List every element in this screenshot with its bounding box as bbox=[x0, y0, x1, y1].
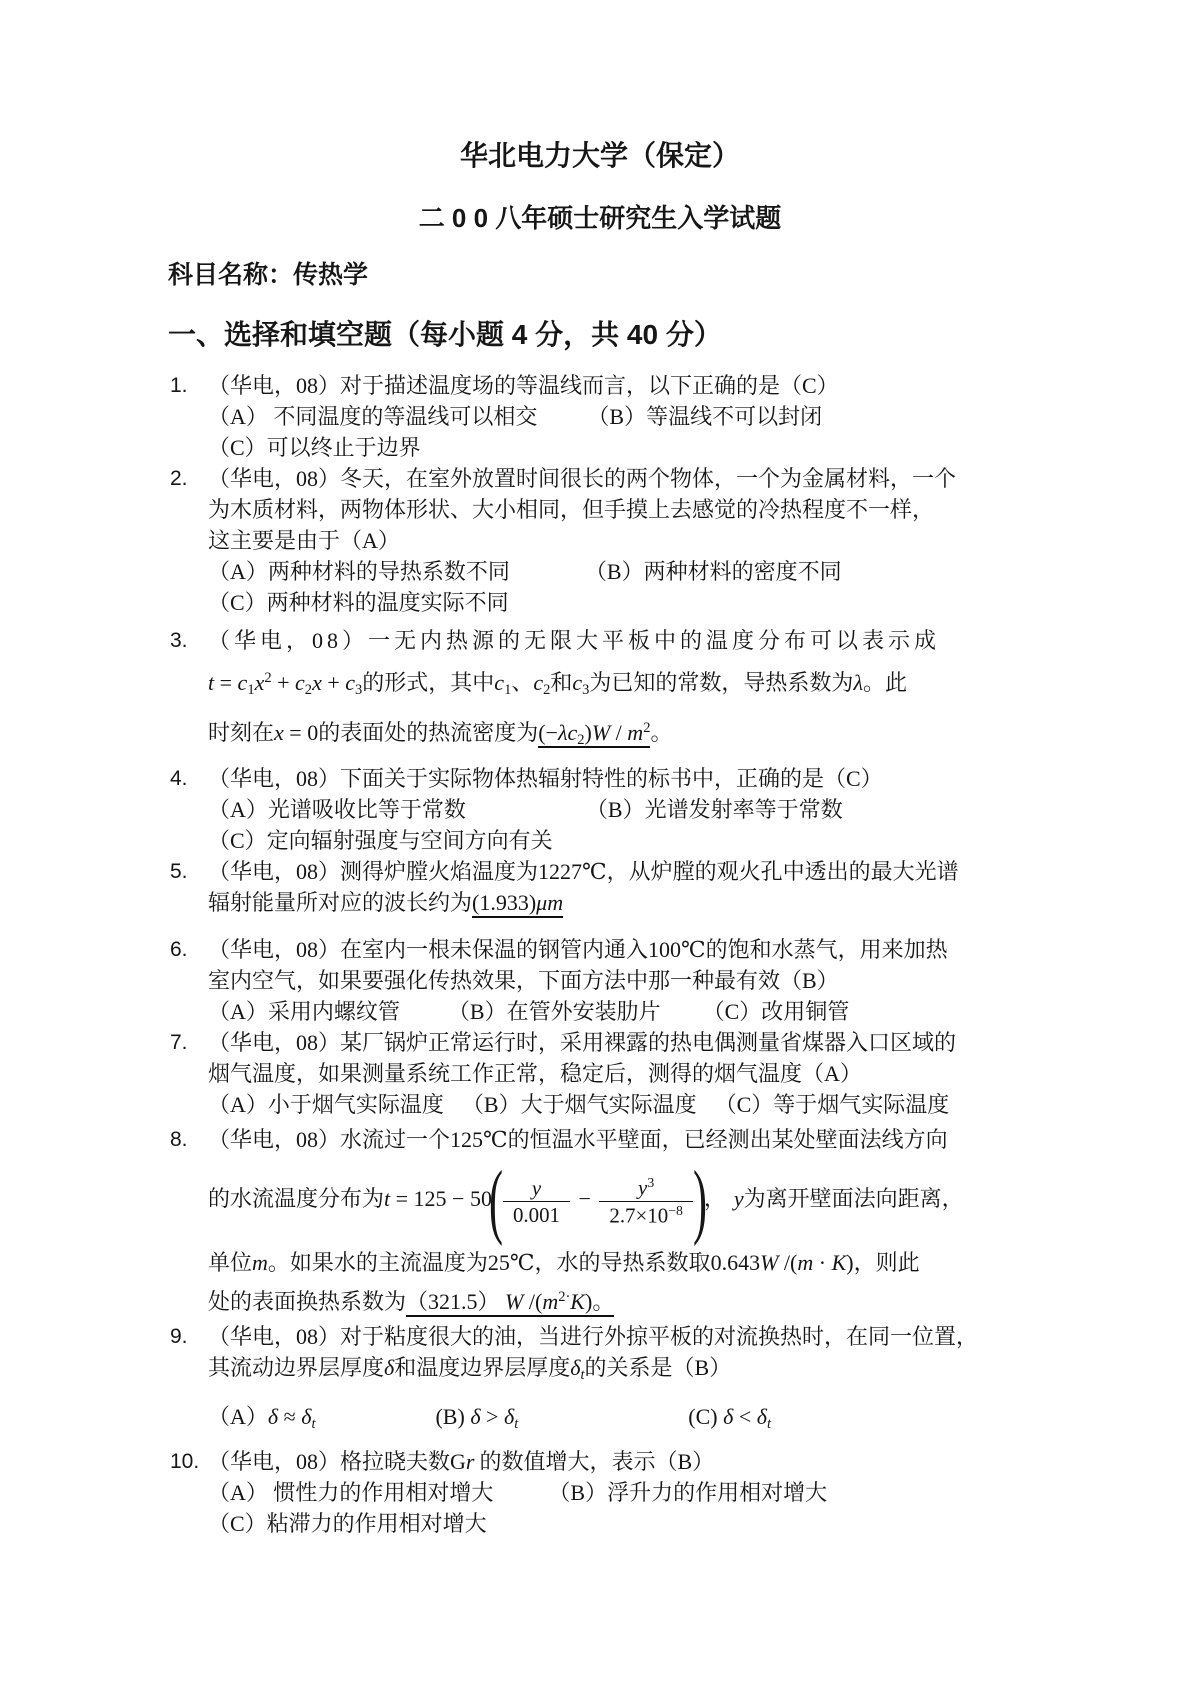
text-run: 的饱和水蒸气，用来加热 bbox=[705, 937, 948, 963]
question-body bbox=[208, 370, 1032, 463]
math-run: δ bbox=[301, 1404, 312, 1430]
text-run: 的关系是（B） bbox=[584, 1355, 732, 1381]
question-line bbox=[208, 794, 1032, 825]
text-run: （B）光谱发射率等于常数 bbox=[585, 797, 843, 823]
math-run: t bbox=[580, 1367, 585, 1384]
math-run: δ bbox=[470, 1404, 481, 1430]
math-run: = 0 bbox=[283, 720, 319, 746]
math-run: t bbox=[384, 1186, 391, 1212]
question-line bbox=[208, 1154, 1032, 1248]
text-run: ，则此 bbox=[853, 1250, 920, 1276]
math-run: y bbox=[638, 1175, 648, 1200]
math-run: 1 bbox=[504, 682, 512, 699]
math-run: x bbox=[274, 720, 284, 746]
math-run: (− bbox=[538, 720, 558, 746]
text-run: （C）定向辐射强度与空间方向有关 bbox=[208, 828, 553, 854]
spacer bbox=[661, 1018, 703, 1019]
text-run: 的表面处的热流密度为 bbox=[318, 720, 539, 746]
text-run: （321.5） bbox=[406, 1289, 506, 1315]
math-run: λ bbox=[853, 669, 863, 695]
text-run: (C) bbox=[688, 1404, 724, 1430]
question-line bbox=[208, 625, 1032, 656]
text-run: （C）两种材料的温度实际不同 bbox=[208, 590, 509, 615]
text-run: （华电，08）水流过一个 bbox=[208, 1127, 451, 1153]
question-line bbox=[208, 1247, 1032, 1278]
math-run: c bbox=[533, 669, 544, 695]
question-line bbox=[208, 713, 1032, 756]
math-run: 2 bbox=[543, 682, 551, 699]
text-run: （华电，08）对于描述温度场的等温线而言，以下正确的是（C） bbox=[208, 373, 839, 398]
text-run: ， bbox=[703, 1186, 726, 1212]
math-run: x bbox=[254, 669, 265, 695]
text-run: 为木质材料，两物体形状、大小相同，但手摸上去感觉的冷热程度不一样， bbox=[208, 497, 935, 522]
math-run: ≈ bbox=[278, 1404, 302, 1430]
math-run: 2 bbox=[304, 682, 313, 699]
text-run: （华电，08）对于粘度很大的油，当进行外掠平板的对流换热时，在同一位置， bbox=[208, 1324, 979, 1350]
question-number: 9. bbox=[170, 1325, 188, 1349]
text-run: 为已知的常数，导热系数为 bbox=[589, 669, 854, 695]
text-run: （C）改用铜管 bbox=[702, 999, 850, 1025]
spacer bbox=[444, 1111, 462, 1112]
question-line bbox=[208, 1446, 1032, 1477]
math-run: 2 bbox=[577, 732, 585, 749]
math-run: ) bbox=[584, 1289, 593, 1315]
question-line bbox=[208, 1352, 1032, 1391]
section-heading: 一、选择和填空题（每小题 4 分，共 40 分） bbox=[168, 319, 722, 350]
math-run: · bbox=[813, 1250, 832, 1276]
math-run: μm bbox=[536, 890, 564, 916]
math-run: m bbox=[627, 720, 644, 746]
text-run: (B) bbox=[435, 1404, 471, 1430]
math-run: 0.643 bbox=[710, 1250, 761, 1276]
math-run: 125℃ bbox=[450, 1127, 508, 1153]
text-run: （A） 不同温度的等温线可以相交 bbox=[208, 404, 538, 429]
question-line bbox=[208, 587, 1032, 618]
question bbox=[168, 1124, 1032, 1317]
text-run: （B）浮升力的作用相对增大 bbox=[548, 1480, 828, 1506]
math-run: 2 bbox=[643, 720, 651, 737]
math-run: 3 bbox=[647, 1174, 655, 1190]
question bbox=[168, 856, 1032, 918]
question-number: 3. bbox=[170, 629, 188, 652]
math-run: /( bbox=[523, 1289, 543, 1315]
math-run: λc bbox=[557, 720, 578, 746]
math-run: 25℃ bbox=[487, 1250, 535, 1276]
text-run: 为离开壁面法向距离， bbox=[743, 1186, 964, 1212]
text-run: （B）大于烟气实际温度 bbox=[461, 1092, 697, 1118]
question-line bbox=[208, 856, 1032, 887]
question-number: 7. bbox=[170, 1031, 188, 1055]
math-run: 1 bbox=[247, 682, 255, 699]
question-line bbox=[208, 1089, 1032, 1120]
question bbox=[168, 1446, 1032, 1539]
text-run: 处的表面换热系数为 bbox=[208, 1289, 407, 1315]
text-run: 。 bbox=[650, 720, 673, 746]
question-line bbox=[208, 1058, 1032, 1089]
question-line bbox=[208, 1477, 1032, 1508]
question bbox=[168, 934, 1032, 1027]
math-run: /( bbox=[778, 1250, 798, 1276]
university-title: 华北电力大学（保定） bbox=[459, 140, 740, 171]
math-run: m bbox=[797, 1250, 814, 1276]
question-line bbox=[208, 370, 1032, 401]
question-body bbox=[208, 1027, 1032, 1120]
text-run: 的形式，其中 bbox=[362, 669, 495, 695]
question-line bbox=[208, 494, 1032, 525]
math-run: t bbox=[311, 1416, 316, 1433]
math-run: c bbox=[572, 669, 583, 695]
question bbox=[168, 1321, 1032, 1440]
math-run: c bbox=[237, 669, 248, 695]
text-run: 其流动边界层厚度 bbox=[208, 1355, 385, 1381]
math-run: > bbox=[480, 1404, 504, 1430]
math-run: t bbox=[208, 669, 215, 695]
text-run: 。此 bbox=[862, 669, 907, 695]
fraction bbox=[599, 1175, 692, 1227]
text-run: 和温度边界层厚度 bbox=[394, 1355, 571, 1381]
question bbox=[168, 763, 1032, 856]
math-run: δ bbox=[503, 1404, 515, 1430]
text-run: （C）等于烟气实际温度 bbox=[714, 1092, 950, 1118]
text-run: （华电，08）某厂锅炉正常运行时，采用裸露的热电偶测量省煤器入口区域的 bbox=[208, 1030, 957, 1056]
text-run: （华电，08）在室内一根未保温的钢管内通入 bbox=[208, 937, 649, 963]
text-run: （C）可以终止于边界 bbox=[208, 435, 421, 460]
math-run: m bbox=[252, 1250, 268, 1276]
question-number: 4. bbox=[170, 767, 188, 791]
text-run: 。 bbox=[592, 1289, 615, 1315]
math-run: c bbox=[295, 669, 305, 695]
text-run: （A）小于烟气实际温度 bbox=[208, 1092, 444, 1118]
spacer bbox=[400, 1018, 448, 1019]
text-run: 的数值增大，表示（B） bbox=[479, 1449, 715, 1475]
question-body bbox=[208, 625, 1032, 756]
math-run: − bbox=[572, 1186, 597, 1212]
spacer bbox=[697, 1111, 715, 1112]
question bbox=[168, 625, 1032, 756]
text-run: （A）两种材料的导热系数不同 bbox=[208, 559, 510, 584]
math-run: 2 bbox=[264, 670, 272, 686]
text-run: 单位 bbox=[208, 1250, 253, 1276]
math-run: δ bbox=[723, 1404, 734, 1430]
question-line bbox=[208, 556, 1032, 587]
math-run: y bbox=[733, 1186, 744, 1212]
text-run: （华电，08）一无内热源的无限大平板中的温度分布可以表示成 bbox=[208, 628, 941, 653]
text-run: （A） 惯性力的作用相对增大 bbox=[208, 1480, 494, 1506]
math-run: x bbox=[312, 669, 322, 695]
math-run: (1.933) bbox=[472, 890, 537, 916]
text-run: 这主要是由于（A） bbox=[208, 528, 400, 553]
math-run: / bbox=[610, 720, 628, 746]
question-body bbox=[208, 1124, 1032, 1317]
question-number: 1. bbox=[170, 374, 188, 397]
math-run: W bbox=[760, 1250, 779, 1276]
question-number: 2. bbox=[170, 467, 188, 490]
math-run: G bbox=[450, 1449, 466, 1475]
text-run: （B）等温线不可以封闭 bbox=[587, 404, 823, 429]
text-run: （A）采用内螺纹管 bbox=[208, 999, 400, 1025]
math-run: ) bbox=[846, 1250, 854, 1276]
question-line bbox=[208, 996, 1032, 1027]
math-run: 3 bbox=[582, 682, 590, 699]
question-line bbox=[208, 965, 1032, 996]
question-line bbox=[208, 934, 1032, 965]
question-list bbox=[168, 370, 1032, 1539]
math-run: δ bbox=[267, 1404, 279, 1430]
text-run: （华电，08）下面关于实际物体热辐射特性的标书中，正确的是（C） bbox=[208, 766, 883, 792]
text-run: （华电，08）格拉晓夫数 bbox=[208, 1449, 451, 1475]
math-run: K bbox=[831, 1250, 847, 1276]
question-line bbox=[208, 432, 1032, 463]
text-run: 室内空气，如果要强化传热效果，下面方法中那一种最有效（B） bbox=[208, 968, 839, 994]
math-run: 2· bbox=[558, 1289, 571, 1306]
answer-underline bbox=[538, 720, 650, 748]
math-run: K bbox=[570, 1289, 585, 1315]
question bbox=[168, 463, 1032, 618]
math-run: W bbox=[591, 720, 611, 746]
text-run: ，从炉膛的观火孔中透出的最大光谱 bbox=[606, 859, 959, 885]
math-run: t bbox=[766, 1416, 772, 1433]
question-number: 10. bbox=[170, 1450, 200, 1474]
text-run: （华电，08）测得炉膛火焰温度为 bbox=[208, 859, 539, 885]
math-run: y bbox=[531, 1175, 542, 1200]
question-line bbox=[208, 1027, 1032, 1058]
math-run: δ bbox=[756, 1404, 767, 1430]
question-body bbox=[208, 934, 1032, 1027]
spacer bbox=[315, 1423, 435, 1424]
math-run: = bbox=[214, 669, 238, 695]
question-line bbox=[208, 1508, 1032, 1539]
math-run: < bbox=[733, 1404, 757, 1430]
math-run: W bbox=[505, 1289, 524, 1315]
question-body bbox=[208, 463, 1032, 618]
text-run: 、 bbox=[511, 669, 534, 695]
text-run: 和 bbox=[550, 669, 573, 695]
text-run: （C）粘滞力的作用相对增大 bbox=[208, 1511, 487, 1537]
question-line bbox=[208, 1401, 1032, 1440]
exam-title: 二 0 0 八年硕士研究生入学试题 bbox=[418, 203, 782, 233]
math-run: 2.7×10 bbox=[609, 1203, 669, 1228]
question-number: 6. bbox=[170, 938, 188, 962]
spacer bbox=[518, 1423, 688, 1424]
text-run: 的恒温水平壁面，已经测出某处壁面法线方向 bbox=[507, 1127, 948, 1153]
question-line bbox=[208, 1124, 1032, 1155]
question-line bbox=[208, 1282, 1032, 1317]
text-run: 。如果水的主流温度为 bbox=[267, 1250, 488, 1276]
math-run: + bbox=[321, 669, 346, 695]
math-run: −8 bbox=[668, 1202, 683, 1218]
text-run: （B）在管外安装肋片 bbox=[447, 999, 661, 1025]
question-line bbox=[208, 463, 1032, 494]
math-run: 1227℃ bbox=[538, 859, 607, 885]
question-number: 8. bbox=[170, 1128, 188, 1152]
question bbox=[168, 370, 1032, 463]
math-run: ) bbox=[584, 720, 592, 746]
big-paren: ) bbox=[692, 1154, 707, 1248]
text-run: （A） bbox=[208, 1404, 268, 1430]
math-run: δ bbox=[384, 1355, 395, 1381]
question-line bbox=[208, 763, 1032, 794]
question-line bbox=[208, 525, 1032, 556]
text-run: 辐射能量所对应的波长约为 bbox=[208, 890, 473, 916]
text-run: 时刻在 bbox=[208, 720, 275, 746]
fraction bbox=[503, 1176, 570, 1227]
math-run: 3 bbox=[355, 682, 363, 699]
question-body bbox=[208, 1446, 1032, 1539]
question-line bbox=[208, 401, 1032, 432]
question-line bbox=[208, 1321, 1032, 1352]
question-line bbox=[208, 825, 1032, 856]
math-run: t bbox=[514, 1416, 519, 1433]
question bbox=[168, 1027, 1032, 1120]
math-run: + bbox=[271, 669, 296, 695]
math-run: m bbox=[542, 1289, 559, 1315]
spacer bbox=[493, 1499, 548, 1500]
math-run: = 125 − 50 bbox=[390, 1186, 492, 1212]
math-run: c bbox=[494, 669, 505, 695]
math-run: 0.001 bbox=[512, 1202, 560, 1227]
text-run: ，水的导热系数取 bbox=[534, 1250, 711, 1276]
question-line bbox=[208, 887, 1032, 918]
spacer bbox=[466, 816, 586, 817]
math-run: δ bbox=[570, 1355, 581, 1381]
spacer bbox=[537, 423, 587, 424]
spacer bbox=[726, 1205, 734, 1206]
spacer bbox=[510, 578, 585, 579]
text-run: （B）两种材料的密度不同 bbox=[584, 559, 842, 584]
math-run: 100℃ bbox=[648, 937, 706, 963]
math-run: c bbox=[345, 669, 356, 695]
question-body bbox=[208, 763, 1032, 856]
text-run: （华电，08）冬天，在室外放置时间很长的两个物体，一个为金属材料，一个 bbox=[208, 466, 957, 491]
text-run: 烟气温度，如果测量系统工作正常，稳定后，测得的烟气温度（A） bbox=[208, 1061, 862, 1087]
question-line bbox=[208, 663, 1032, 706]
subject-name: 科目名称：传热学 bbox=[168, 261, 369, 289]
big-paren: ( bbox=[488, 1154, 503, 1248]
question-body bbox=[208, 1321, 1032, 1440]
question-body bbox=[208, 856, 1032, 918]
answer-underline bbox=[406, 1289, 614, 1317]
answer-underline bbox=[472, 890, 563, 918]
text-run: 的水流温度分布为 bbox=[208, 1186, 385, 1212]
math-run: r bbox=[465, 1449, 475, 1475]
text-run: （A）光谱吸收比等于常数 bbox=[208, 797, 466, 823]
question-number: 5. bbox=[170, 860, 188, 884]
